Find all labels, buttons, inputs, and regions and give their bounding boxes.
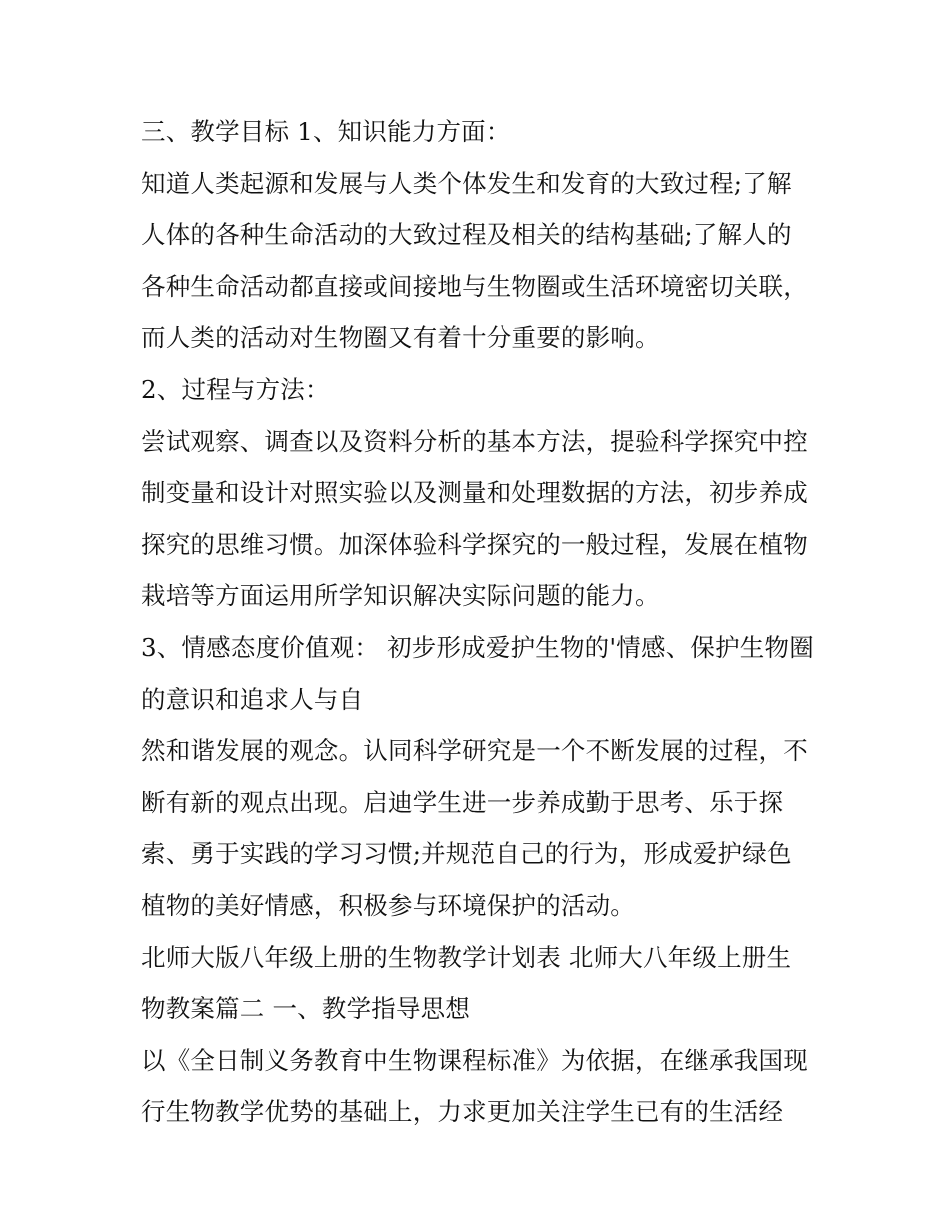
paragraph-line: 行生物教学优势的基础上，力求更加关注学生已有的生活经 [141,1097,784,1127]
paragraph-line: 的意识和追求人与自 [141,684,364,714]
paragraph-line: 各种生命活动都直接或间接地与生物圈或生活环境密切关联， [141,271,808,301]
paragraph-line: 索、勇于实践的学习习惯;并规范自己的行为，形成爱护绿色 [141,839,792,869]
paragraph-line: 植物的美好情感，积极参与环境保护的活动。 [141,890,635,920]
paragraph-line: 人体的各种生命活动的大致过程及相关的结构基础;了解人的 [141,220,792,250]
document-title-line: 物教案篇二 一、教学指导思想 [141,994,471,1024]
document-body [141,112,821,1144]
subheading-process-methods: 2、过程与方法： [141,374,330,404]
paragraph-line: 然和谐发展的观念。认同科学研究是一个不断发展的过程，不 [141,736,808,766]
paragraph-line: 断有新的观点出现。启迪学生进一步养成勤于思考、乐于探 [141,787,784,817]
paragraph-line: 制变量和设计对照实验以及测量和处理数据的方法，初步养成 [141,478,808,508]
subheading-attitudes-values: 3、情感态度价值观： 初步形成爱护生物的'情感、保护生物圈 [141,632,814,662]
section-heading-teaching-goals: 三、教学目标 1、知识能力方面： [141,117,511,146]
paragraph-line: 以《全日制义务教育中生物课程标准》为依据，在继承我国现 [141,1045,808,1075]
paragraph-line: 而人类的活动对生物圈又有着十分重要的影响。 [141,323,660,353]
paragraph-line: 探究的思维习惯。加深体验科学探究的一般过程，发展在植物 [141,529,808,559]
paragraph-line: 栽培等方面运用所学知识解决实际问题的能力。 [141,581,660,611]
document-title-line: 北师大版八年级上册的生物教学计划表 北师大八年级上册生 [141,942,792,972]
paragraph-line: 尝试观察、调查以及资料分析的基本方法，提验科学探究中控 [141,426,808,456]
paragraph-line: 知道人类起源和发展与人类个体发生和发育的大致过程;了解 [141,168,792,198]
